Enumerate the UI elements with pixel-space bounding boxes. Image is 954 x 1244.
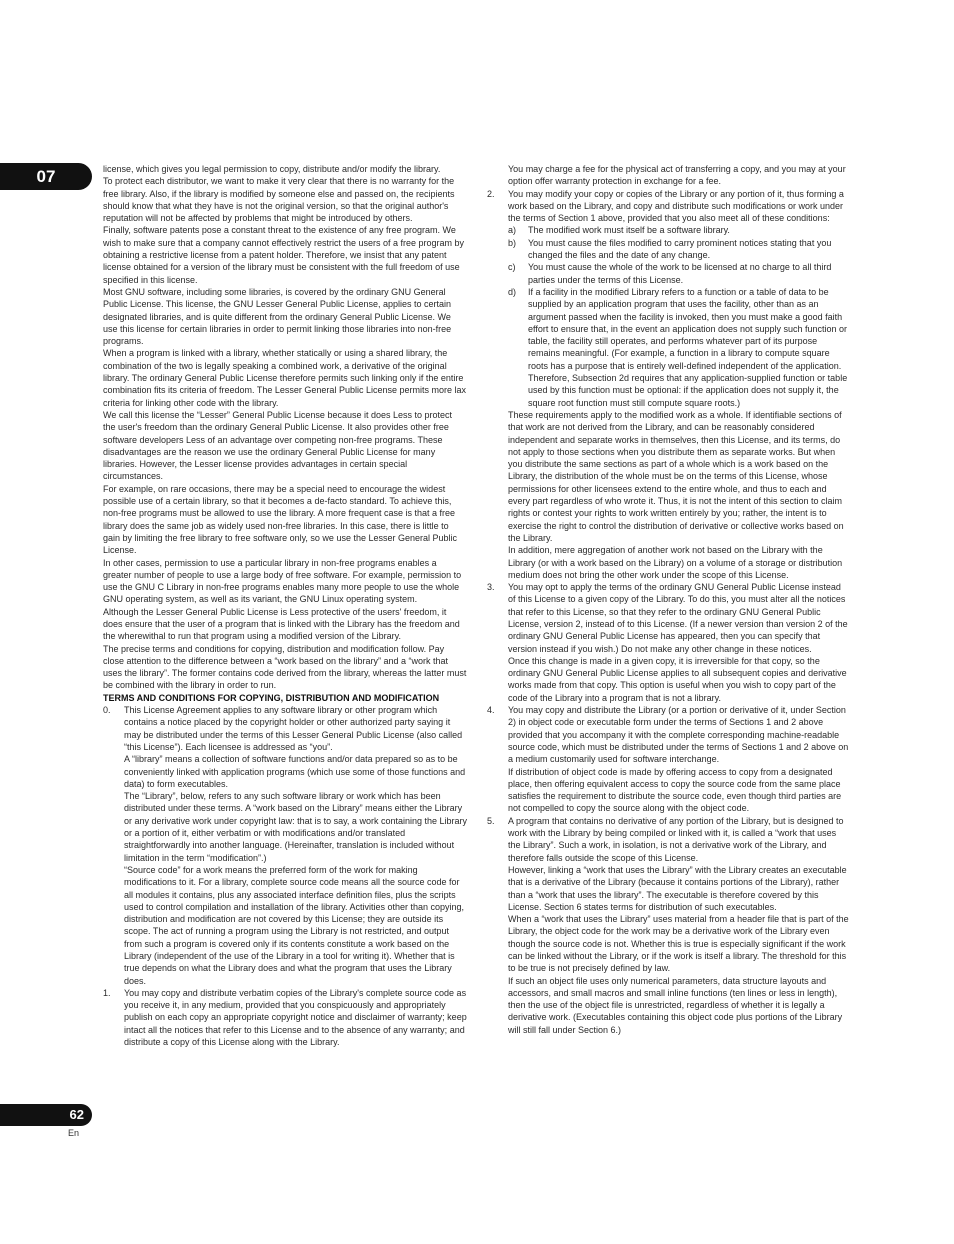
paragraph: license, which gives you legal permission to copy, distribute and/or modify the library. [103,164,441,174]
paragraph: You must cause the whole of the work to be licensed at no charge to all third parties under the terms of this License. [528,262,832,285]
paragraph: Finally, software patents pose a constant threat to the existence of any free program. We wish to make sure that a company cannot effectively restrict the users of a free program by obtaining a restrictive license from a patent holder. Therefore, we insist that any patent license obtained for a version of the library must be consistent with the full freedom of use specified in this license. [103,225,465,285]
clause-1 [103,987,467,1048]
clause-number: 5. [487,815,495,826]
clause-4 [487,704,849,815]
paragraph: We call this license the “Lesser” General Public License because it does Less to protect the user's freedom than the ordinary General Public License. It also provides other free software developers Less of an advantage over competing non-free programs. These disadvantages are the reason we use the ordinary General Public License for many libraries. However, the Lesser license provides advantages in certain special circumstances. [103,409,453,482]
paragraph: If a facility in the modified Library refers to a function or a table of data to be supplied by an application program that uses the facility, other than as an argument passed when the facility is invoked, then you must make a good faith effort to ensure that, in the event an application does not supply such function or table, the facility still operates, and performs whatever part of its purpose remains meaningful. (For example, a function in a library to compute square roots has a purpose that is entirely well-defined independent of the application. Therefore, Subsection 2d requires that any application-supplied function or table used by this function must be optional: if the application does not supply it, the square root function must still compute square roots.) [528,286,848,408]
paragraph: The “Library”, below, refers to any such software library or work which has been distributed under these terms. A “work based on the Library” means either the Library or any derivative work under copyright law: that is to say, a work containing the Library or a portion of it, either verbatim or with modifications and/or translated straightforwardly into another language. (Hereinafter, translation is included without limitation in the term “modification”.) [124,791,467,863]
subclause-c [508,261,849,286]
subclause-d [508,286,849,409]
clause-3 [487,581,849,704]
left-column [103,163,467,1048]
paragraph: You must cause the files modified to carry prominent notices stating that you changed the files and the date of any change. [528,237,832,261]
subclause-letter: d) [508,286,517,297]
section-heading: TERMS AND CONDITIONS FOR COPYING, DISTRIBUTION AND MODIFICATION [103,692,440,703]
clause-number: 1. [103,987,111,998]
paragraph: You may charge a fee for the physical act of transferring a copy, and you may at your option offer warranty protection in exchange for a fee. [508,164,846,187]
subclause-a [508,224,849,236]
paragraph: However, linking a “work that uses the Library” with the Library creates an executable that is a derivative of the Library (because it contains portions of the Library), rather than a “work that uses the library”. The executable is therefore covered by this License. Section 6 states terms for distribution of such executables. [508,864,847,912]
clause-2 [487,188,849,582]
paragraph: Although the Lesser General Public License is Less protective of the users' freedom, it does ensure that the user of a program that is linked with the Library has the freedom and the wherewithal to run that program using a modified version of the Library. [103,606,460,642]
paragraph: You may opt to apply the terms of the ordinary GNU General Public License instead of this License to a given copy of the Library. To do this, you must alter all the notices that refer to this License, so that they refer to the ordinary GNU General Public License, version 2, instead of to this License. (If a newer version than version 2 of the ordinary GNU General Public License has appeared, then you can specify that version instead if you wish.) Do not make any other change in these notices. [508,582,848,654]
clause-number: 4. [487,705,495,716]
paragraph: A program that contains no derivative of any portion of the Library, but is designed to work with the Library by being compiled or linked with it, is called a “work that uses the Library”. Such a work, in isolation, is not a derivative work of the Library, and therefore falls outside the scope of this License. [508,815,844,863]
page-number: 62 [0,1104,92,1126]
paragraph: “Source code” for a work means the preferred form of the work for making modifications to it. For a library, complete source code means all the source code for all modules it contains, plus any associated interface definition files, plus the scripts used to control compilation and installation of the library. Activities other than copying, distribution and modification are not covered by this License; they are outside its scope. The act of running a program using the Library is not restricted, and output from such a program is covered only if its contents constitute a work based on the Library (independent of the use of the Library in a tool for writing it). Whether that is true depends on what the Library does and what the program that uses the Library does. [124,864,465,986]
chapter-tab: 07 [0,163,92,190]
paragraph: For example, on rare occasions, there may be a special need to encourage the widest possible use of a certain library, so that it becomes a de-facto standard. To achieve this, non-free programs must be allowed to use the library. A more frequent case is that a free library does the same job as widely used non-free libraries. In this case, there is little to gain by limiting the free library to free software only, so we use the Lesser General Public License. [103,483,458,556]
subclause-letter: c) [508,262,516,273]
paragraph: In other cases, permission to use a particular library in non-free programs enables a greater number of people to use a large body of free software. For example, permission to use the GNU C Library in non-free programs enables many more people to use the whole GNU operating system, as well as its variant, the GNU Linux operating system. [103,557,462,605]
language-label: En [68,1128,80,1138]
paragraph: These requirements apply to the modified work as a whole. If identifiable sections of that work are not derived from the Library, and can be reasonably considered independent and separate works in themselves, then this License, and its terms, do not apply to those sections when you distribute them as separate works. But when you distribute the same sections as part of a whole which is a work based on the Library, the distribution of the whole must be on the terms of this License, whose permissions for other licensees extend to the entire whole, and thus to each and every part regardless of who wrote it. Thus, it is not the intent of this section to claim rights or contest your rights to work written entirely by you; rather, the intent is to exercise the right to control the distribution of derivative or collective works based on the Library. [508,409,844,543]
paragraph: You may modify your copy or copies of the Library or any portion of it, thus forming a work based on the Library, and copy and distribute such modifications or work under the terms of Section 1 above, provided that you also meet all of these conditions: [508,188,844,224]
paragraph: A “library” means a collection of software functions and/or data prepared so as to be conveniently linked with application programs (which use some of those functions and data) to form executables. [124,754,466,789]
paragraph: Most GNU software, including some libraries, is covered by the ordinary GNU General Public License. This license, the GNU Lesser General Public License, applies to certain designated libraries, and is quite different from the ordinary General Public License. We use this license for certain libraries in order to permit linking those libraries into non-free programs. [103,286,452,347]
paragraph: You may copy and distribute verbatim copies of the Library's complete source code as you receive it, in any medium, provided that you conspicuously and appropriately publish on each copy an appropriate copyright notice and disclaimer of warranty; keep intact all the notices that refer to this License and to the absence of any warranty; and distribute a copy of this License along with the Library. [124,987,467,1048]
paragraph: In addition, mere aggregation of another work not based on the Library with the Library (or with a work based on the Library) on a volume of a storage or distribution medium does not bring the other work under the scope of this License. [508,545,843,580]
paragraph: The modified work must itself be a software library. [528,225,730,236]
right-column [487,163,849,1036]
subclause-b [508,237,849,262]
subclause-letter: b) [508,237,517,248]
paragraph: The precise terms and conditions for copying, distribution and modification follow. Pay close attention to the difference between a “work based on the library” and a “work that uses the library”. The former contains code derived from the library, whereas the latter must be combined with the library in order to run. [103,643,467,691]
paragraph: When a program is linked with a library, whether statically or using a shared library, the combination of the two is legally speaking a combined work, a derivative of the original library. The ordinary General Public License therefore permits such linking only if the entire combination fits its criteria of freedom. The Lesser General Public License permits more lax criteria for linking other code with the library. [103,348,466,408]
paragraph: When a “work that uses the Library” uses material from a header file that is part of the Library, the object code for the work may be a derivative work of the Library even though the source code is not. Whether this is true is especially significant if the work can be linked without the Library, or if the work is itself a library. The threshold for this to be true is not precisely defined by law. [508,914,849,974]
paragraph: If such an object file uses only numerical parameters, data structure layouts and accessors, and small macros and small inline functions (ten lines or less in length), then the use of the object file is unrestricted, regardless of whether it is legally a derivative work. (Executables containing this object code plus portions of the Library will still fall under Section 6.) [508,975,843,1035]
clause-0 [103,704,467,987]
clause-number: 2. [487,188,495,199]
paragraph: Once this change is made in a given copy, it is irreversible for that copy, so the ordinary GNU General Public License applies to all subsequent copies and derivative works made from that copy. This option is useful when you wish to copy part of the code of the Library into a program that is not a library. [508,655,847,703]
clause-5 [487,815,849,1036]
clause-number: 3. [487,582,495,593]
paragraph: You may copy and distribute the Library (or a portion or derivative of it, under Section 2) in object code or executable form under the terms of Sections 1 and 2 above provided that you accompany it with the complete corresponding machine-readable source code, which must be distributed under the terms of Sections 1 and 2 above on a medium customarily used for software interchange. [508,705,849,765]
paragraph: To protect each distributor, we want to make it very clear that there is no warranty for the free library. Also, if the library is modified by someone else and passed on, the recipients should know that what they have is not the original version, so that the original author's reputation will not be affected by problems that might be introduced by others. [103,176,455,224]
clause-1-continued [487,163,849,188]
paragraph: This License Agreement applies to any software library or other program which contains a notice placed by the copyright holder or other authorized party saying it may be distributed under the terms of this Lesser General Public License (also called “this License”). Each licensee is addressed as “you”. [124,705,463,752]
clause-number: 0. [103,705,111,716]
paragraph: If distribution of object code is made by offering access to copy from a designated place, then offering equivalent access to copy the source code from the same place satisfies the requirement to distribute the source code, even though third parties are not compelled to copy the source along with the object code. [508,766,842,814]
subclause-letter: a) [508,225,517,236]
